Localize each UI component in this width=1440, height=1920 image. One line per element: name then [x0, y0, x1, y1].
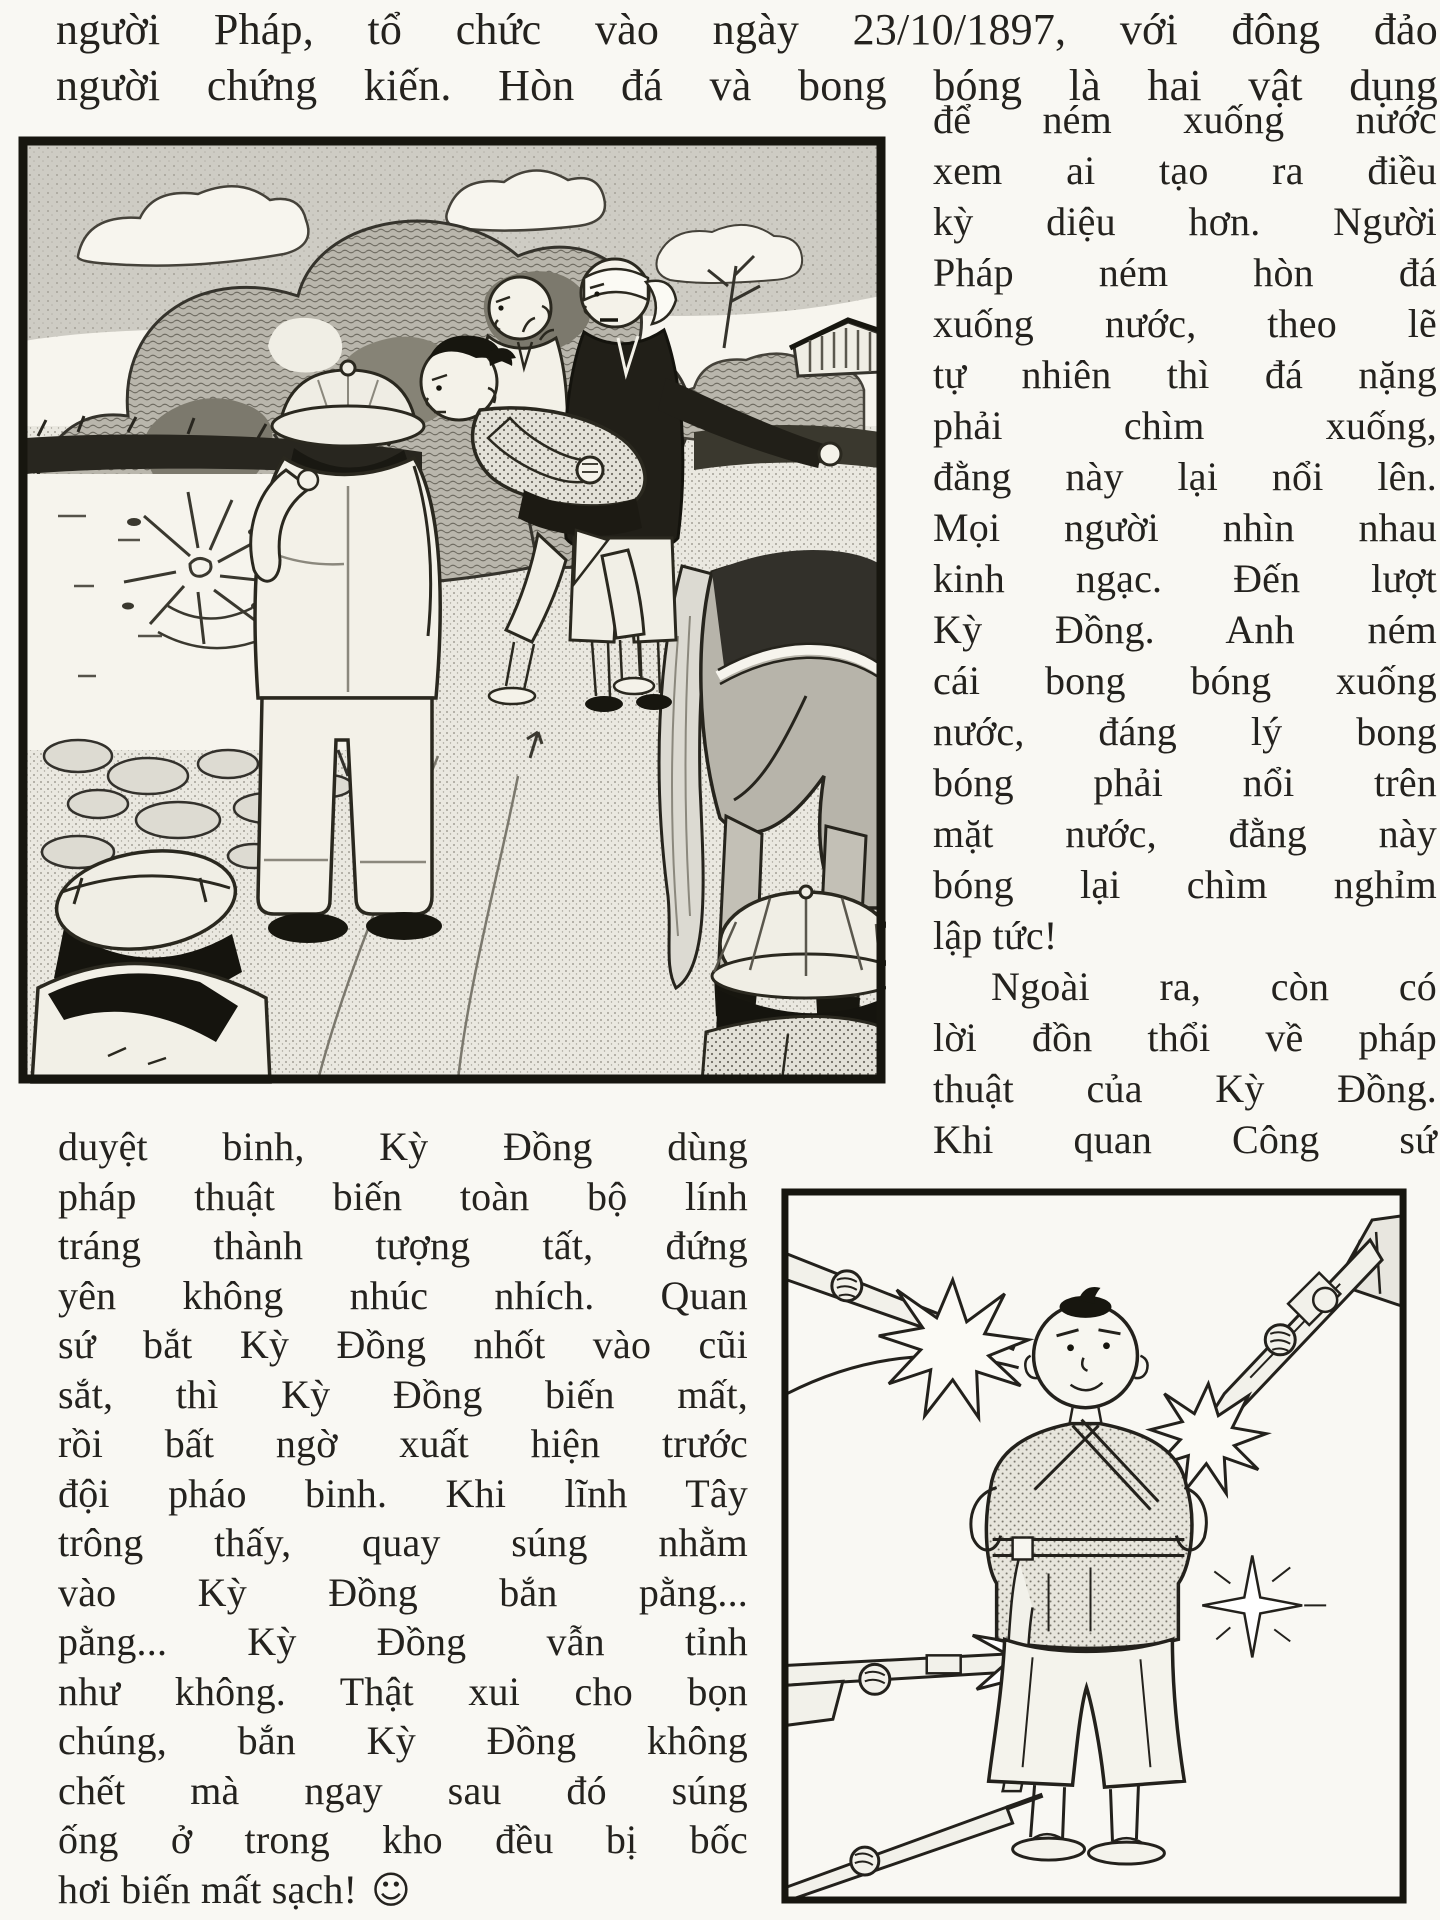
text-line: lời đồn thổi về pháp — [933, 1015, 1437, 1060]
text-line: yên không nhúc nhích. Quan — [58, 1272, 748, 1318]
text-line: Ngoài ra, còn có — [991, 964, 1437, 1009]
text-line: xuống nước, theo lẽ — [933, 301, 1437, 346]
text-line: pằng... Kỳ Đồng vẫn tỉnh — [58, 1619, 748, 1664]
text-line: phải chìm xuống, — [933, 403, 1437, 448]
text-line: người Pháp, tổ chức vào ngày 23/10/1897, với đông đảo — [56, 5, 1438, 54]
bottom-left-column — [58, 1122, 748, 1915]
text-line — [58, 1865, 748, 1916]
text-line: thuật của Kỳ Đồng. — [933, 1066, 1437, 1111]
text-line: mặt nước, đằng này — [933, 811, 1437, 856]
text-line: chết mà ngay sau đó súng — [58, 1767, 748, 1813]
text-line: nước, đáng lý bong — [933, 709, 1437, 754]
text-line: tráng thành tượng tất, đứng — [58, 1223, 748, 1268]
smiley-icon: ☺ — [371, 1867, 411, 1912]
text-line: sắt, thì Kỳ Đồng biến mất, — [58, 1371, 748, 1417]
text-line: kinh ngạc. Đến lượt — [933, 556, 1437, 601]
text-line: rồi bất ngờ xuất hiện trước — [58, 1421, 748, 1466]
rifles-boy-drawing — [780, 1188, 1408, 1904]
text-line: Kỳ Đồng. Anh ném — [933, 607, 1437, 652]
text-line: đằng này lại nổi lên. — [933, 454, 1437, 499]
text-line: Mọi người nhìn nhau — [933, 505, 1437, 550]
text-line: lập tức! — [933, 913, 1058, 958]
text-line: như không. Thật xui cho bọn — [58, 1668, 748, 1714]
text-line: tự nhiên thì đá nặng — [933, 352, 1437, 397]
text-line: bóng phải nổi trên — [933, 760, 1437, 805]
text-line: đội pháo binh. Khi lĩnh Tây — [58, 1470, 748, 1516]
text-line: pháp thuật biến toàn bộ lính — [58, 1173, 748, 1219]
text-line: duyệt binh, Kỳ Đồng dùng — [58, 1124, 748, 1169]
right-column — [933, 94, 1437, 1165]
text-line: Pháp ném hòn đá — [933, 250, 1437, 295]
river-scene-drawing — [18, 136, 886, 1084]
text-line: vào Kỳ Đồng bắn pằng... — [58, 1569, 748, 1615]
text-line: người chứng kiến. Hòn đá và bong bóng là hai vật dụng — [56, 61, 1438, 110]
text-line: cái bong bóng xuống — [933, 658, 1437, 703]
text-line-fragment: hơi biến mất sạch! — [58, 1866, 358, 1912]
text-line: để ném xuống nước — [933, 97, 1437, 142]
text-line: xem ai tạo ra điều — [933, 148, 1437, 193]
text-line: Khi quan Công sứ — [933, 1117, 1437, 1162]
text-line: ống ở trong kho đều bị bốc — [58, 1817, 748, 1862]
illustration-river-contest — [18, 136, 886, 1084]
text-line: kỳ diệu hơn. Người — [933, 199, 1437, 244]
text-line: bóng lại chìm nghỉm — [933, 862, 1437, 907]
illustration-bulletproof-boy — [780, 1188, 1408, 1904]
text-line: chúng, bắn Kỳ Đồng không — [58, 1718, 748, 1763]
text-line: sứ bắt Kỳ Đồng nhốt vào cũi — [58, 1322, 748, 1367]
text-line: trông thấy, quay súng nhằm — [58, 1520, 748, 1565]
